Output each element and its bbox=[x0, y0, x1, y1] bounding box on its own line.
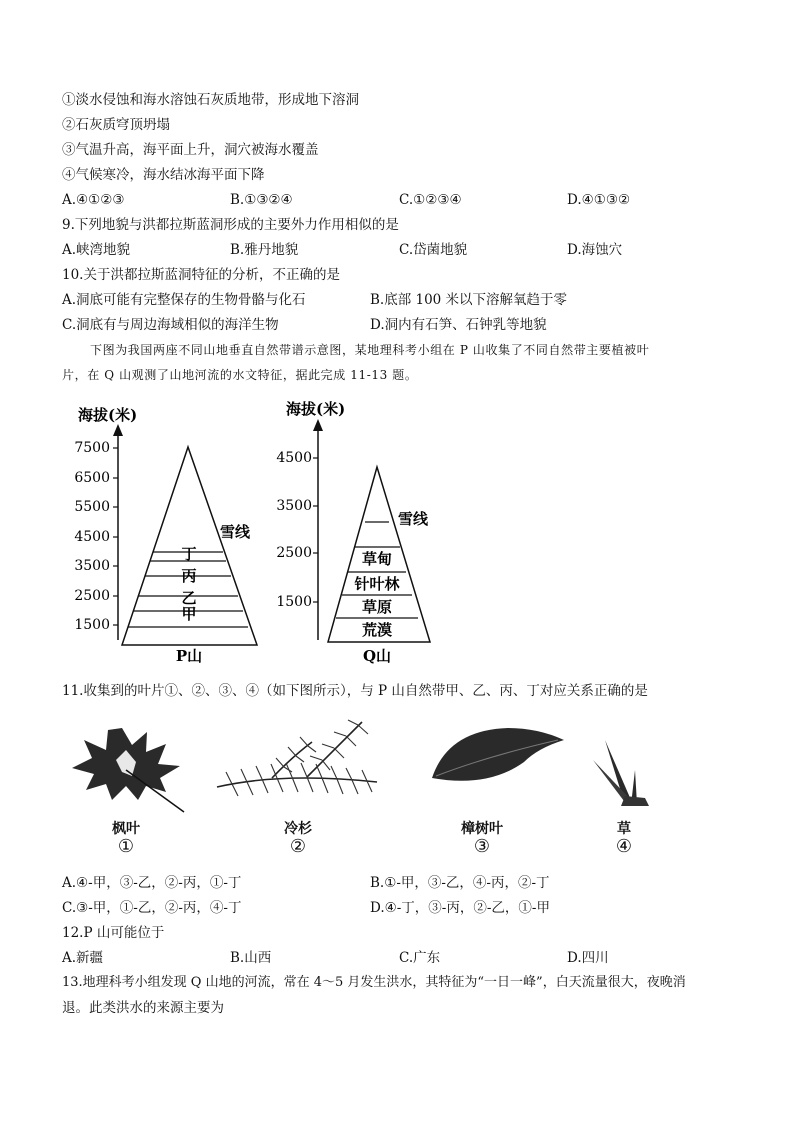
q10-option-b: B.底部 100 米以下溶解氧趋于零 bbox=[370, 292, 568, 308]
q11-option-b: B.①-甲，③-乙，④-丙，②-丁 bbox=[370, 875, 550, 891]
q-axis-title: 海拔(米) bbox=[286, 400, 346, 418]
q10-option-a: A.洞底可能有完整保存的生物骨骼与化石 bbox=[62, 292, 306, 308]
q-zone-desert: 荒漠 bbox=[361, 621, 393, 639]
q-tick-4500: 4500 bbox=[276, 450, 312, 466]
leaf-num-3: ③ bbox=[473, 836, 491, 857]
p-axis-arrow bbox=[113, 424, 123, 436]
q12-option-c: C.广东 bbox=[399, 950, 441, 966]
p-snowline-label: 雪线 bbox=[220, 523, 251, 541]
q9-option-b: B.雅丹地貌 bbox=[230, 242, 299, 258]
q8-option-c: C.①②③④ bbox=[399, 192, 462, 208]
q8-option-b: B.①③②④ bbox=[230, 192, 293, 208]
q-tick-2500: 2500 bbox=[276, 545, 312, 561]
leaf-num-2: ② bbox=[289, 836, 307, 857]
q8-item-2: ②石灰质穹顶坍塌 bbox=[62, 117, 170, 133]
maple-leaf-icon bbox=[62, 720, 192, 815]
q9-option-c: C.岱菌地貌 bbox=[399, 242, 468, 258]
q11-option-d: D.④-丁，③-丙，②-乙，①-甲 bbox=[370, 900, 550, 916]
q10-option-d: D.洞内有石笋、石钟乳等地貌 bbox=[370, 317, 547, 333]
p-tick-3500: 3500 bbox=[74, 558, 110, 574]
q-snowline-label: 雪线 bbox=[398, 510, 429, 528]
camphor-leaf-icon bbox=[428, 720, 568, 790]
q-zone-conifer: 针叶林 bbox=[354, 575, 400, 593]
mountain-zones-figure bbox=[60, 392, 480, 670]
leaf-label-camphor: 樟树叶 bbox=[461, 821, 503, 837]
q12-stem: 12.P 山可能位于 bbox=[62, 925, 165, 941]
q13-stem-line-1: 13.地理科考小组发现 Q 山地的河流，常在 4～5 月发生洪水，其特征为“一日一峰”，白天流量很大，夜晚消 bbox=[62, 975, 686, 990]
p-tick-1500: 1500 bbox=[74, 617, 110, 633]
q9-option-d: D.海蚀穴 bbox=[567, 242, 623, 258]
q-axis-arrow bbox=[313, 419, 323, 431]
q12-option-a: A.新疆 bbox=[62, 950, 104, 966]
grass-icon bbox=[585, 730, 655, 810]
q13-stem-line-2: 退。此类洪水的来源主要为 bbox=[62, 1000, 224, 1016]
leaf-label-grass: 草 bbox=[617, 821, 631, 837]
q12-option-d: D.四川 bbox=[567, 950, 609, 966]
p-mountain-name: P山 bbox=[175, 647, 203, 665]
q-tick-3500: 3500 bbox=[276, 498, 312, 514]
intro-line-2: 片，在 Q 山观测了山地河流的水文特征，据此完成 11-13 题。 bbox=[62, 368, 418, 382]
leaf-num-1: ① bbox=[117, 836, 135, 857]
p-tick-5500: 5500 bbox=[74, 499, 110, 515]
p-axis-title: 海拔(米) bbox=[78, 406, 138, 424]
p-zone-bing: 丙 bbox=[181, 567, 197, 585]
intro-line-1: 下图为我国两座不同山地垂直自然带谱示意图，某地理科考小组在 P 山收集了不同自然带主要植被叶 bbox=[90, 343, 650, 357]
q-mountain-name: Q山 bbox=[362, 647, 392, 665]
p-tick-7500: 7500 bbox=[74, 440, 110, 456]
leaf-label-maple: 枫叶 bbox=[112, 821, 140, 837]
p-zone-jia: 甲 bbox=[181, 605, 197, 623]
q8-item-4: ④气候寒冷，海水结冰海平面下降 bbox=[62, 167, 265, 183]
p-tick-4500: 4500 bbox=[74, 529, 110, 545]
p-zone-yi: 乙 bbox=[181, 589, 197, 607]
q8-item-1: ①淡水侵蚀和海水溶蚀石灰质地带，形成地下溶洞 bbox=[62, 92, 359, 108]
q11-stem: 11.收集到的叶片①、②、③、④（如下图所示），与 P 山自然带甲、乙、丙、丁对应关系正确的是 bbox=[62, 683, 648, 699]
leaf-num-4: ④ bbox=[615, 836, 633, 857]
q12-option-b: B.山西 bbox=[230, 950, 272, 966]
q10-stem: 10.关于洪都拉斯蓝洞特征的分析，不正确的是 bbox=[62, 267, 340, 283]
q8-item-3: ③气温升高，海平面上升，洞穴被海水覆盖 bbox=[62, 142, 319, 158]
q-zone-grassland: 草原 bbox=[361, 598, 393, 616]
q-zone-meadow: 草甸 bbox=[361, 550, 393, 568]
p-tick-2500: 2500 bbox=[74, 588, 110, 604]
q9-option-a: A.峡湾地貌 bbox=[62, 242, 131, 258]
q10-option-c: C.洞底有与周边海域相似的海洋生物 bbox=[62, 317, 279, 333]
q11-option-c: C.③-甲，①-乙，②-丙，④-丁 bbox=[62, 900, 242, 916]
fir-branch-icon bbox=[212, 712, 382, 812]
leaf-label-fir: 冷杉 bbox=[284, 821, 312, 837]
q-tick-1500: 1500 bbox=[276, 594, 312, 610]
q8-option-d: D.④①③② bbox=[567, 192, 631, 208]
p-zone-ding: 丁 bbox=[181, 545, 197, 563]
p-tick-6500: 6500 bbox=[74, 470, 110, 486]
q11-option-a: A.④-甲，③-乙，②-丙，①-丁 bbox=[62, 875, 242, 891]
q8-option-a: A.④①②③ bbox=[62, 192, 125, 208]
q9-stem: 9.下列地貌与洪都拉斯蓝洞形成的主要外力作用相似的是 bbox=[62, 217, 399, 233]
